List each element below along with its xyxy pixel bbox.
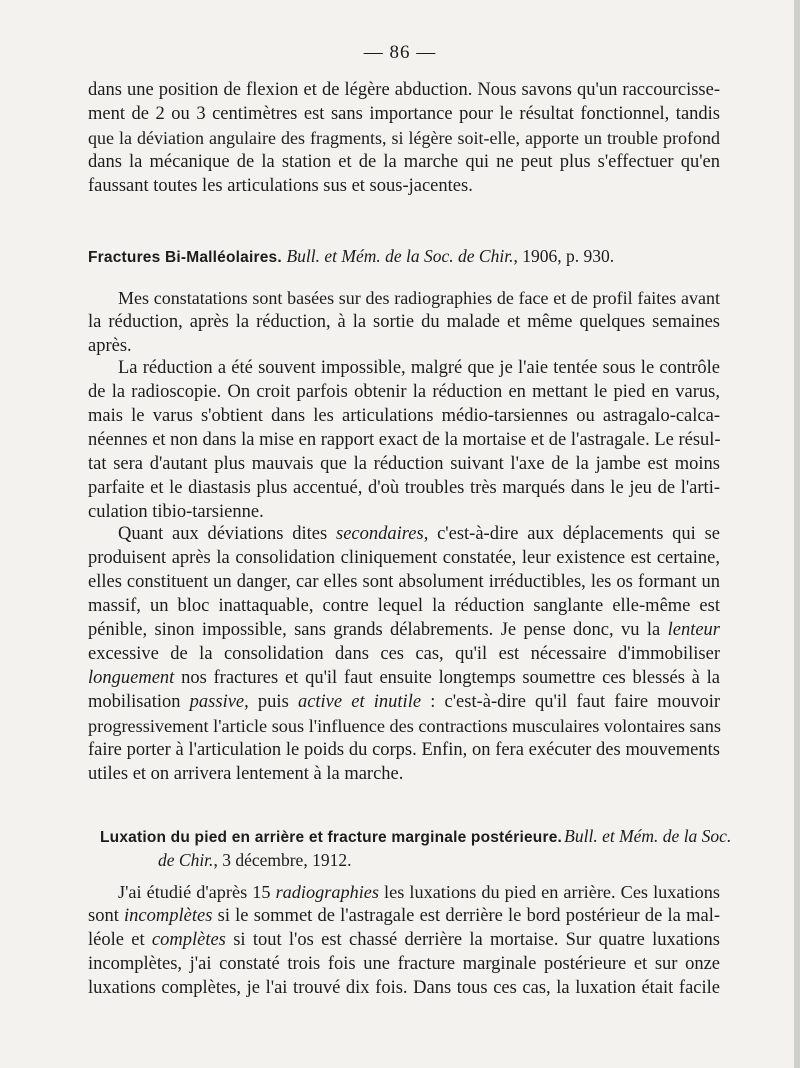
text-line: pénible, sinon impossible, sans grands délabrements. Je pense donc, vu la lenteur	[88, 620, 720, 640]
paragraph-4	[88, 522, 720, 786]
text-line: la réduction, après la réduction, à la sortie du malade et même quelques semaines	[88, 312, 720, 332]
journal-reference: Bull. et Mém. de la Soc. de Chir.	[286, 246, 514, 266]
text-line: luxations complètes, je l'ai trouvé dix fois. Dans tous ces cas, la luxation était facile	[88, 978, 720, 998]
text-line: incomplètes, j'ai constaté trois fois une fracture marginale postérieure et sur onze	[88, 954, 720, 974]
text-line: faussant toutes les articulations sus et sous-jacentes.	[88, 176, 473, 196]
text-line: après.	[88, 336, 132, 356]
text-line: faire porter à l'articulation le poids du corps. Enfin, on fera exécuter des mouvements	[88, 740, 720, 760]
paragraph-3	[88, 356, 720, 524]
text-line: sont incomplètes si le sommet de l'astragale est derrière le bord postérieur de la mal-	[88, 906, 720, 926]
text-line: tat sera d'autant plus mauvais que la réduction suivant l'axe de la jambe est moins	[88, 454, 720, 474]
page-edge	[794, 0, 800, 1068]
text-line: longuement nos fractures et qu'il faut ensuite longtemps soumettre ces blessés à la	[88, 668, 720, 688]
text-line: mais le varus s'obtient dans les articulations médio-tarsiennes ou astragalo-calca-	[88, 406, 720, 426]
emphasis: secondaires	[336, 524, 424, 544]
text-line: léole et complètes si tout l'os est chassé derrière la mortaise. Sur quatre luxations	[88, 930, 720, 950]
text-line: dans la mécanique de la station et de la marche qui ne peut plus s'effectuer qu'en	[88, 152, 720, 172]
text-line: progressivement l'article sous l'influence des contractions musculaires volontaires sans	[88, 716, 721, 736]
text-line: parfaite et le diastasis plus accentué, d'où troubles très marqués dans le jeu de l'arti-	[88, 478, 720, 498]
text-line: Mes constatations sont basées sur des radiographies de face et de profil faites avant	[118, 288, 720, 308]
reference-date: , 3 décembre, 1912.	[213, 850, 352, 870]
text-line: La réduction a été souvent impossible, malgré que je l'aie tentée sous le contrôle	[118, 358, 720, 378]
text-line: massif, un bloc inattaquable, contre lequel la réduction sanglante elle-même est	[88, 596, 720, 616]
paragraph-2	[88, 286, 720, 358]
journal-reference: de Chir.	[158, 850, 214, 870]
text-line: Quant aux déviations dites secondaires, c'est-à-dire aux déplacements qui se	[118, 524, 721, 544]
section-title: Fractures Bi-Malléolaires.	[88, 249, 282, 266]
emphasis: complètes	[151, 930, 226, 950]
paragraph-1	[88, 78, 720, 198]
emphasis: lenteur	[667, 620, 720, 640]
section-title: Luxation du pied en arrière et fracture marginale postérieure.	[100, 829, 563, 846]
text-line: de la radioscopie. On croit parfois obtenir la réduction en mettant le pied en varus,	[88, 382, 720, 402]
reference-date: , 1906, p. 930.	[513, 246, 615, 266]
text-line: néennes et non dans la mise en rapport exact de la mortaise et de l'astragale. Le résul-	[88, 430, 721, 450]
emphasis: incomplètes	[124, 906, 213, 926]
journal-reference: Bull. et Mém. de la Soc.	[564, 826, 732, 846]
text-line: produisent après la consolidation cliniquement constatée, leur existence est certaine,	[88, 548, 720, 568]
page-number: — 86 —	[363, 42, 437, 63]
emphasis: passive	[189, 692, 245, 712]
text-line: ment de 2 ou 3 centimètres est sans importance pour le résultat fonctionnel, tandis	[88, 104, 720, 124]
emphasis: active et inutile	[297, 692, 422, 712]
text-line: mobilisation passive, puis active et inutile : c'est-à-dire qu'il faut faire mouvoir	[88, 692, 720, 712]
text-line: culation tibio-tarsienne.	[88, 502, 264, 522]
section-heading-1	[88, 244, 720, 268]
text-line: J'ai étudié d'après 15 radiographies les luxations du pied en arrière. Ces luxations	[118, 882, 720, 902]
paragraph-5	[88, 880, 720, 1000]
emphasis: longuement	[88, 668, 175, 688]
emphasis: radiographies	[275, 882, 379, 902]
text-line: utiles et on arrivera lentement à la marche.	[88, 764, 404, 784]
text-line: excessive de la consolidation dans ces cas, qu'il est nécessaire d'immobiliser	[88, 644, 720, 664]
text-line: elles constituent un danger, car elles sont absolument irréductibles, les os formant un	[88, 572, 720, 592]
text-line: dans une position de flexion et de légère abduction. Nous savons qu'un raccourcisse-	[88, 80, 720, 100]
text-line: que la déviation angulaire des fragments, si légère soit-elle, apporte un trouble profond	[88, 128, 720, 148]
section-heading-2	[100, 824, 732, 872]
